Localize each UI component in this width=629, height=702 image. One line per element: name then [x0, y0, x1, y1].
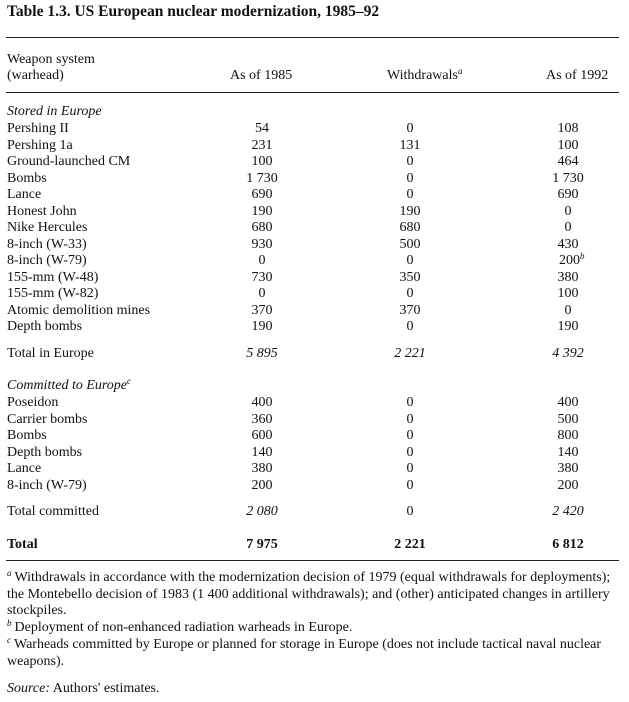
cell-withdrawals: 0 — [406, 170, 414, 186]
cell-1985: 5 895 — [246, 346, 278, 361]
footnote-mark-a: a — [457, 66, 463, 76]
cell-1985: 930 — [251, 236, 273, 252]
row-name: 8-inch (W-79) — [7, 253, 87, 268]
table-row — [0, 187, 629, 203]
cell-1985: 100 — [251, 154, 273, 169]
cell-1992 — [533, 253, 603, 269]
row-name: Honest John — [7, 203, 77, 219]
footnote-b-text: Deployment of non-enhanced radiation warheads in Europe. — [14, 620, 353, 635]
row-name: Pershing 1a — [7, 137, 73, 153]
table-row — [0, 121, 629, 137]
cell-withdrawals: 0 — [406, 444, 414, 460]
row-name: Total committed — [7, 504, 99, 519]
cell-withdrawals: 370 — [399, 302, 421, 318]
cell-1992: 430 — [557, 236, 579, 252]
cell-1985: 7 975 — [246, 537, 278, 552]
table-row — [0, 319, 629, 335]
header-weapon-line2: (warhead) — [7, 68, 64, 83]
table-row — [0, 478, 629, 494]
cell-withdrawals: 0 — [406, 154, 414, 169]
cell-1992: 2 420 — [552, 504, 584, 519]
table-row — [0, 412, 629, 428]
total-committed-row — [0, 504, 629, 520]
row-name: Total — [7, 537, 38, 552]
table-row — [0, 237, 629, 253]
total-in-europe-row — [0, 346, 629, 362]
cell-withdrawals: 131 — [399, 137, 421, 153]
row-name: 155-mm (W-48) — [7, 269, 99, 285]
footnote-a-text: Withdrawals in accordance with the modernization decision of 1979 (equal withdrawals for deployments); the Montebello decision of 1983 (1 400 additional withdrawals); and (other) anticipated changes in artillery stockpiles. — [7, 570, 611, 618]
cell-1992: 1 730 — [552, 170, 584, 186]
row-name: Depth bombs — [7, 319, 83, 334]
cell-withdrawals: 0 — [406, 395, 414, 410]
footnote-c-mark: c — [7, 635, 11, 645]
cell-withdrawals: 680 — [399, 220, 421, 235]
table-row — [0, 395, 629, 411]
cell-withdrawals: 0 — [406, 504, 414, 519]
cell-1992: 690 — [557, 187, 579, 202]
cell-1985: 400 — [251, 395, 273, 410]
row-name: Bombs — [7, 170, 47, 186]
cell-withdrawals: 2 221 — [394, 346, 426, 361]
table-row — [0, 138, 629, 154]
table-row — [0, 428, 629, 444]
cell-1985: 54 — [255, 121, 269, 136]
cell-1992: 6 812 — [552, 537, 584, 552]
table-row — [0, 303, 629, 319]
cell-1992: 0 — [564, 203, 572, 219]
header-as-of-1985: As of 1985 — [230, 68, 293, 83]
cell-withdrawals: 2 221 — [394, 537, 426, 552]
table-row — [0, 253, 629, 269]
footnote-a — [7, 570, 619, 620]
cell-1992: 108 — [557, 121, 579, 136]
section-committed-label: Committed to Europe — [7, 378, 128, 393]
table-row — [0, 220, 629, 236]
cell-withdrawals: 0 — [406, 286, 414, 301]
cell-1992: 500 — [557, 411, 579, 427]
cell-value: 200 — [559, 253, 580, 268]
cell-1985: 0 — [258, 286, 266, 301]
cell-withdrawals: 0 — [406, 187, 414, 202]
cell-1985: 2 080 — [246, 504, 278, 519]
header-weapon-system — [7, 52, 95, 84]
table-row — [0, 154, 629, 170]
header-withdrawals-label: Withdrawals — [387, 68, 458, 83]
cell-withdrawals: 500 — [399, 236, 421, 252]
footnote-c — [7, 637, 619, 670]
cell-withdrawals: 0 — [406, 253, 414, 268]
table-row — [0, 204, 629, 220]
cell-withdrawals: 0 — [406, 461, 414, 476]
cell-1992: 4 392 — [552, 346, 584, 361]
cell-withdrawals: 0 — [406, 477, 414, 493]
cell-1985: 200 — [251, 477, 273, 493]
cell-withdrawals: 0 — [406, 411, 414, 427]
row-name: Total in Europe — [7, 346, 94, 361]
row-name: Ground-launched CM — [7, 154, 131, 169]
row-name: Depth bombs — [7, 444, 83, 460]
row-name: Pershing II — [7, 121, 69, 136]
cell-1985: 360 — [251, 411, 273, 427]
cell-1992: 400 — [557, 395, 579, 410]
row-name: Lance — [7, 187, 42, 202]
cell-1992: 200 — [557, 477, 579, 493]
cell-1985: 0 — [258, 253, 266, 268]
section-committed-to-europe — [7, 378, 131, 394]
footnote-b-mark: b — [7, 618, 12, 628]
cell-1992: 464 — [557, 154, 579, 169]
header-as-of-1992: As of 1992 — [546, 68, 609, 83]
row-name: Atomic demolition mines — [7, 302, 151, 318]
cell-1985: 680 — [251, 220, 273, 235]
table-row — [0, 445, 629, 461]
cell-1985: 140 — [251, 444, 273, 460]
cell-1985: 190 — [251, 203, 273, 219]
header-rule — [6, 92, 619, 93]
source-line — [7, 681, 619, 698]
cell-1992: 800 — [557, 428, 579, 443]
cell-1985: 231 — [251, 137, 273, 153]
section-stored-in-europe: Stored in Europe — [7, 104, 102, 119]
cell-1985: 380 — [251, 461, 273, 476]
table-title: Table 1.3. US European nuclear modernization, 1985–92 — [7, 3, 380, 20]
cell-1985: 190 — [251, 319, 273, 334]
footnote-mark-c: c — [127, 376, 132, 386]
cell-1992: 140 — [557, 444, 579, 460]
cell-1992: 0 — [564, 302, 572, 318]
cell-1992: 100 — [557, 286, 579, 301]
cell-1992: 0 — [564, 220, 572, 235]
row-name: 8-inch (W-79) — [7, 477, 87, 493]
row-name: 8-inch (W-33) — [7, 236, 87, 252]
row-name: Nike Hercules — [7, 220, 88, 235]
cell-1992: 190 — [557, 319, 579, 334]
cell-1992: 100 — [557, 137, 579, 153]
bottom-rule — [6, 560, 619, 561]
header-withdrawals — [387, 68, 462, 84]
cell-1985: 1 730 — [246, 170, 278, 186]
footnote-mark-b: b — [580, 251, 585, 261]
footnote-c-text: Warheads committed by Europe or planned for storage in Europe (does not include tactical naval nuclear weapons). — [7, 637, 602, 669]
grand-total-row — [0, 537, 629, 553]
row-name: Poseidon — [7, 395, 59, 410]
cell-withdrawals: 0 — [406, 428, 414, 443]
source-label: Source: — [7, 681, 51, 696]
cell-withdrawals: 190 — [399, 203, 421, 219]
cell-1992: 380 — [557, 461, 579, 476]
cell-withdrawals: 0 — [406, 319, 414, 334]
table-row — [0, 171, 629, 187]
cell-withdrawals: 0 — [406, 121, 414, 136]
cell-1985: 690 — [251, 187, 273, 202]
cell-1985: 730 — [251, 269, 273, 285]
source-text: Authors' estimates. — [52, 681, 160, 696]
cell-1992: 380 — [557, 269, 579, 285]
top-rule — [6, 37, 619, 38]
footnote-b — [7, 620, 619, 637]
row-name: 155-mm (W-82) — [7, 286, 99, 301]
footnote-a-mark: a — [7, 568, 12, 578]
table-row — [0, 286, 629, 302]
header-weapon-line1: Weapon system — [7, 52, 95, 67]
table-row — [0, 270, 629, 286]
cell-1985: 600 — [251, 428, 273, 443]
row-name: Lance — [7, 461, 42, 476]
table-row — [0, 461, 629, 477]
row-name: Carrier bombs — [7, 411, 88, 427]
row-name: Bombs — [7, 428, 47, 443]
cell-withdrawals: 350 — [399, 269, 421, 285]
cell-1985: 370 — [251, 302, 273, 318]
